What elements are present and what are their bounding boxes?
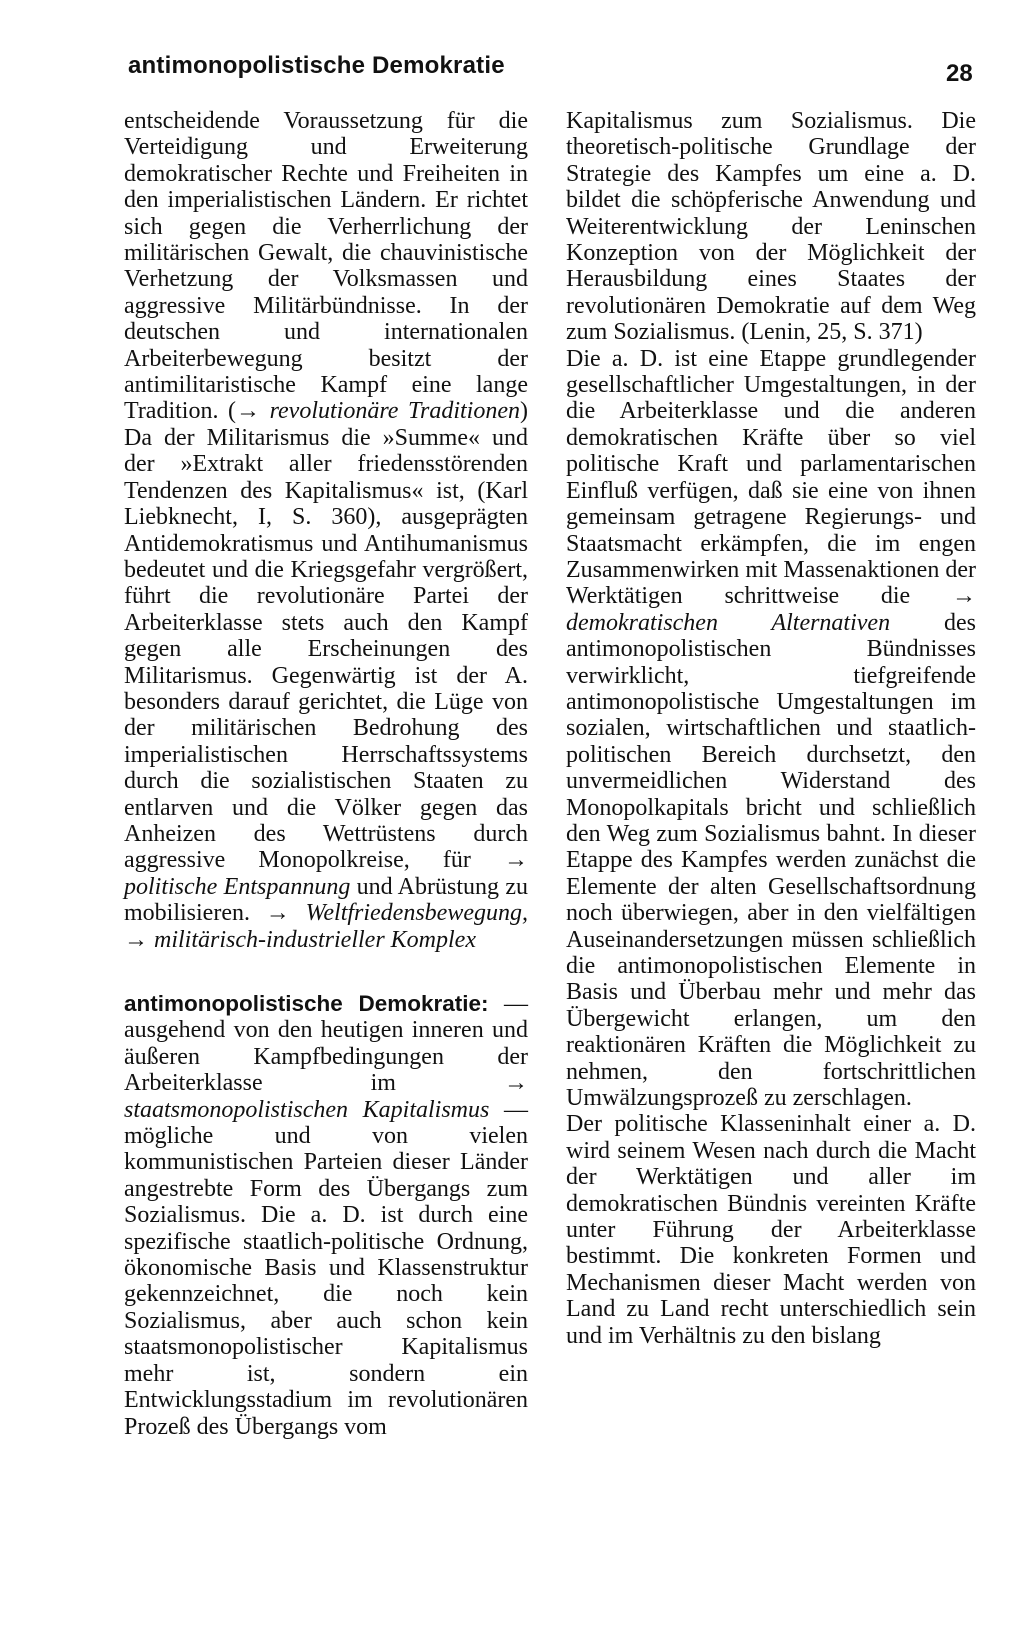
paragraph-etappe xyxy=(566,346,976,1112)
arrow-icon: → xyxy=(124,926,148,953)
cross-reference-link[interactable]: politische Entspannung xyxy=(124,873,351,900)
text-run: und Abrüstung zu mobilisieren. xyxy=(124,873,528,927)
arrow-icon: → xyxy=(504,1070,528,1097)
cross-reference-link[interactable]: Weltfriedensbewegung, xyxy=(289,900,528,927)
paragraph-antimilitarismus-continued xyxy=(124,108,528,953)
text-run: ) Da der Militarismus die »Summe« und der »Extrakt aller friedensstörenden Tendenzen des Kapitalismus« ist, (Karl Liebknecht, I, S. 360), ausgeprägten Antidemokratismus und Antihumanismus bedeutet und die Kriegsgefahr vergrößert, führt die revolutionäre Partei der Arbeiterklasse stets auch den Kampf gegen alle Erscheinungen des Militarismus. Gegenwärtig ist der A. besonders darauf gerichtet, die Lüge von der militärischen Bedrohung des imperialistischen Herrschaftssystems durch die sozialistischen Staaten zu entlarven und die Völker gegen das Anheizen des Wettrüstens durch aggressive Monopolkreise, für xyxy=(124,398,528,874)
paragraph-klasseninhalt: Der politische Klasseninhalt einer a. D. wird seinem Wesen nach durch die Macht der Werktätigen und aller im demokratischen Bündnis vereinten Kräfte unter Führung der Arbeiterklasse bestimmt. Die konkreten Formen und Mechanismen dieser Macht werden von Land zu Land recht unterschiedlich sein und im Verhältnis zu den bislang xyxy=(566,1111,976,1349)
page-header-term: antimonopolistische Demokratie xyxy=(128,52,505,79)
text-run: — ausgehend von den heutigen inneren und äußeren Kampfbedingungen der Arbeiterklasse im xyxy=(124,991,528,1097)
cross-reference-link[interactable]: revolutionäre Traditionen xyxy=(260,398,520,425)
left-column xyxy=(124,108,528,1440)
entry-headword: antimonopolistische Demokratie: xyxy=(124,991,489,1016)
text-run: Die a. D. ist eine Etappe grundlegender gesellschaftlicher Umgestaltungen, in der die Arbeiterklasse und die anderen demokratischen Kräfte über so viel politische Kraft und parlamentarischen Einfluß verfügen, daß sie eine von ihnen gemeinsam getragene Regierungs- und Staatsmacht erkämpfen, die im engen Zusammenwirken mit Massenaktionen der Werktätigen schrittweise die xyxy=(566,345,976,610)
right-column xyxy=(566,108,976,1349)
text-run: entscheidende Voraussetzung für die Verteidigung und Erweiterung demokratischer Rechte und Freiheiten in den imperialistischen Ländern. Er richtet sich gegen die Verherrlichung der militärischen Gewalt, die chauvinistische Verhetzung der Volksmassen und aggressive Militärbündnisse. In der deutschen und internationalen Arbeiterbewegung besitzt der antimilitaristische Kampf eine lange Tradition. ( xyxy=(124,108,528,425)
arrow-icon: → xyxy=(952,583,976,610)
cross-reference-link[interactable]: demokratischen Alternativen xyxy=(566,609,891,636)
cross-reference-link[interactable]: staatsmonopolistischen Kapitalismus xyxy=(124,1096,490,1123)
arrow-icon: → xyxy=(265,900,290,927)
paragraph-strategie: Kapitalismus zum Sozialismus. Die theoretisch-politische Grundlage der Strategie des Kampfes um eine a. D. bildet die schöpferische Anwendung und Weiterentwicklung der Leninschen Konzeption von der Möglichkeit der Herausbildung eines Staates der revolutionären Demokratie auf dem Weg zum Sozialismus. (Lenin, 25, S. 371) xyxy=(566,108,976,346)
cross-reference-link[interactable]: militärisch-industrieller Komplex xyxy=(148,926,476,953)
entry-antimonopolistische-demokratie xyxy=(124,991,528,1440)
text-run: des antimonopolistischen Bündnisses verwirklicht, tiefgreifende antimonopolistische Umgestaltungen im sozialen, wirtschaftlichen und staatlich-politischen Bereich durchsetzt, den unvermeidlichen Widerstand des Monopolkapitals bricht und schließlich den Weg zum Sozialismus bahnt. In dieser Etappe des Kampfes werden zunächst die Elemente der alten Gesellschaftsordnung noch überwiegen, aber in den vielfältigen Auseinandersetzungen müssen schließlich die antimonopolistischen Elemente in Basis und Überbau mehr und mehr das Übergewicht erlangen, um den reaktionären Kräften die Möglichkeit zu nehmen, den fortschrittlichen Umwälzungsprozeß zu zerschlagen. xyxy=(566,609,976,1112)
page-number: 28 xyxy=(946,60,973,87)
arrow-icon: → xyxy=(504,847,528,874)
arrow-icon: → xyxy=(236,398,261,425)
text-run: — mögliche und von vielen kommunistischen Parteien dieser Länder angestrebte Form des Übergangs zum Sozialismus. Die a. D. ist durch eine spezifische staatlich-politische Ordnung, ökonomische Basis und Klassenstruktur gekennzeichnet, die noch kein Sozialismus, aber auch schon kein staatsmonopolistischer Kapitalismus mehr ist, sondern ein Entwicklungsstadium im revolutionären Prozeß des Übergangs vom xyxy=(124,1096,528,1440)
